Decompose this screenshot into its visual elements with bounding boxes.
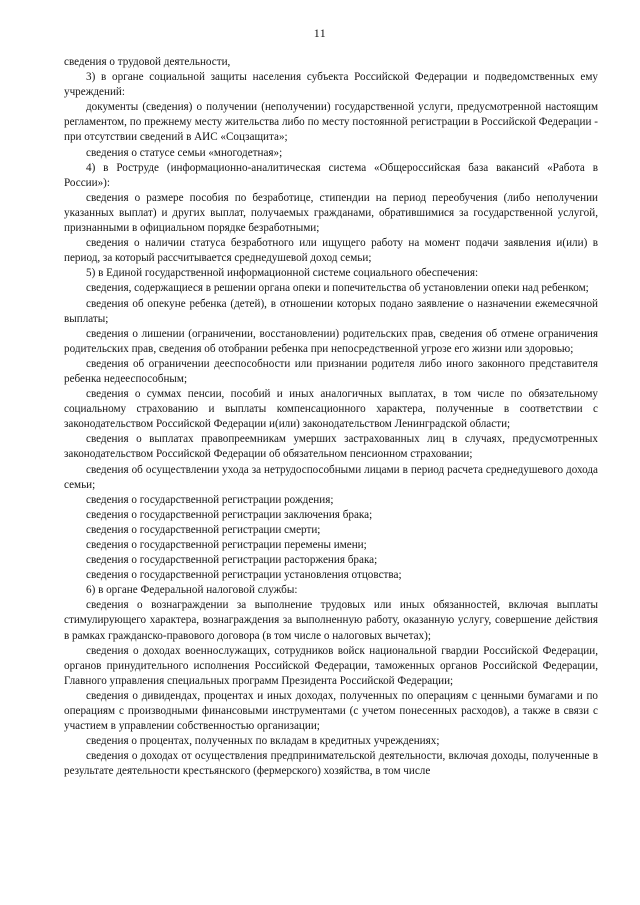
paragraph: сведения о государственной регистрации заключения брака; [86,508,373,521]
paragraph: сведения о лишении (ограничении, восстановлении) родительских прав, сведения об отмене ограничения родительских прав, сведения об отобрании ребенка при непосредственной угрозе его жизни или здоровью; [64,327,598,355]
page-number: 11 [313,26,327,40]
paragraph: сведения о государственной регистрации рождения; [86,493,334,506]
paragraph: сведения об осуществлении ухода за нетрудоспособными лицами в период расчета среднедушевого дохода семьи; [64,463,598,491]
paragraph: сведения о государственной регистрации смерти; [86,523,321,536]
paragraph: сведения о наличии статуса безработного или ищущего работу на момент подачи заявления и(или) в период, за который рассчитывается среднедушевой доход семьи; [64,237,598,265]
paragraph: 6) в органе Федеральной налоговой службы: [86,584,298,597]
paragraph: сведения, содержащиеся в решении органа опеки и попечительства об установлении опеки над ребенком; [86,282,589,295]
paragraph: сведения о государственной регистрации расторжения брака; [86,554,378,567]
paragraph: сведения об опекуне ребенка (детей), в отношении которых подано заявление о назначении ежемесячной выплаты; [64,297,598,325]
paragraph: сведения о статусе семьи «многодетная»; [86,146,283,159]
paragraph: 4) в Роструде (информационно-аналитическая система «Общероссийская база вакансий «Работа в России»): [64,161,598,189]
paragraph: сведения о доходах военнослужащих, сотрудников войск национальной гвардии Российской Федерации, органов принудительного исполнения Российской Федерации, таможенных органов Российской Федерации, Главного управления специальных программ Президента Российской Федерации; [64,644,598,687]
paragraph: сведения о государственной регистрации установления отцовства; [86,569,402,582]
paragraph: сведения о суммах пенсии, пособий и иных аналогичных выплатах, в том числе по обязательному социальному страхованию и выплаты компенсационного характера, полученные в соответствии с законодательством Российской Федерации и(или) законодательством Ленинградской области; [64,388,598,431]
paragraph: сведения о доходах от осуществления предпринимательской деятельности, включая доходы, полученные в результате деятельности крестьянского (фермерского) хозяйства, в том числе [64,750,598,778]
paragraph: сведения о трудовой деятельности, [64,56,231,68]
paragraph: сведения о выплатах правопреемникам умерших застрахованных лиц в случаях, предусмотренных законодательством Российской Федерации об обязательном пенсионном страховании; [64,433,598,461]
paragraph: сведения о вознаграждении за выполнение трудовых или иных обязанностей, включая выплаты стимулирующего характера, вознаграждения за выполненную работу, оказанную услугу, совершение действия в рамках гражданско-правового договора (в том числе о налоговых вычетах); [64,599,598,642]
paragraph: сведения о дивидендах, процентах и иных доходах, полученных по операциям с ценными бумагами и по операциям с производными финансовыми инструментами (с учетом понесенных расходов), а также в связи с участием в управлении собственностью организации; [64,689,598,733]
paragraph: сведения о процентах, полученных по вкладам в кредитных учреждениях; [86,735,440,748]
document-body [64,55,598,780]
paragraph: сведения о государственной регистрации перемены имени; [86,539,367,551]
paragraph: сведения об ограничении дееспособности или признании родителя либо иного законного представителя ребенка недееспособным; [64,357,598,385]
paragraph: 3) в органе социальной защиты населения субъекта Российской Федерации и подведомственных ему учреждений: [64,71,598,99]
paragraph: документы (сведения) о получении (неполучении) государственной услуги, предусмотренной настоящим регламентом, по прежнему месту жительства либо по месту постоянной регистрации в Российской Федерации - при отсутствии сведений в АИС «Соцзащита»; [64,101,598,144]
paragraph: сведения о размере пособия по безработице, стипендии на период переобучения (либо неполучении указанных выплат) и других выплат, получаемых гражданами, обратившимися за государственной услугой, признанными в официальном порядке безработными; [64,191,598,235]
paragraph: 5) в Единой государственной информационной системе социального обеспечения: [86,267,479,280]
